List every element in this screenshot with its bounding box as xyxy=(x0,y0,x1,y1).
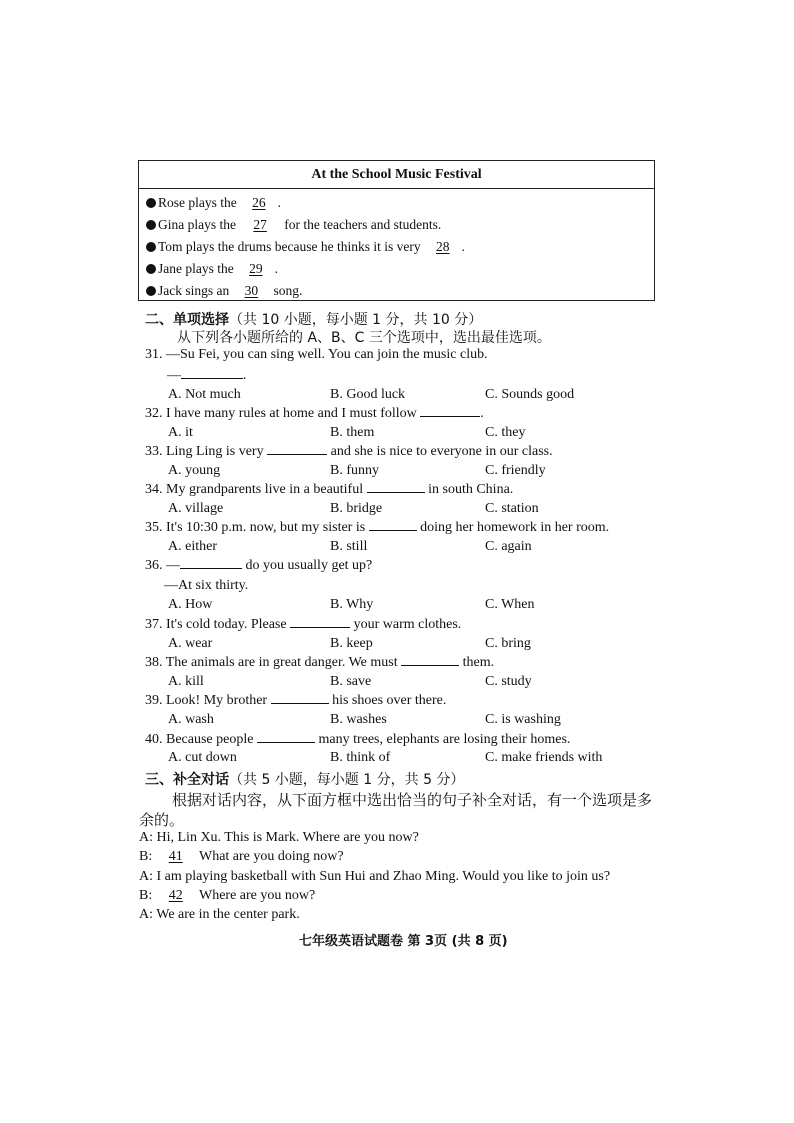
blank-number: 41 xyxy=(168,849,183,864)
option-a: A. cut down xyxy=(168,750,237,765)
dialogue-line-3 xyxy=(139,869,610,885)
question-40 xyxy=(145,732,570,748)
box-line-4 xyxy=(146,261,278,277)
speaker-label: B: xyxy=(139,888,153,903)
answer-blank xyxy=(369,520,417,531)
section3-instruction-1: 根据对话内容，从下面方框中选出恰当的句子补全对话，有一个选项是多 xyxy=(172,791,653,809)
section3-heading xyxy=(145,769,464,789)
option-a: A. wash xyxy=(168,712,214,727)
option-a: A. either xyxy=(168,539,217,554)
question-32: 32. I have many rules at home and I must follow . xyxy=(145,406,484,421)
dialogue-text: I am playing basketball with Sun Hui and Zhao Ming. Would you like to join us? xyxy=(156,869,611,884)
box-line-text: Rose plays the xyxy=(158,195,237,210)
option-a: A. How xyxy=(168,597,213,612)
option-c: C. make friends with xyxy=(485,750,603,765)
box-line-text: Jane plays the xyxy=(158,261,234,276)
question-text: 32. I have many rules at home and I must follow xyxy=(145,406,417,421)
option-a: A. young xyxy=(168,463,221,478)
speaker-label: A: xyxy=(139,907,153,922)
dialogue-text: Where are you now? xyxy=(198,888,316,903)
dialogue-line-4 xyxy=(139,888,315,904)
answer-blank xyxy=(267,444,327,455)
box-title: At the School Music Festival xyxy=(139,161,654,189)
question-36-response: —At six thirty. xyxy=(164,578,249,593)
section2-heading xyxy=(145,309,482,329)
option-c: C. station xyxy=(485,501,539,516)
speaker-label: A: xyxy=(139,869,153,884)
question-text: 33. Ling Ling is very xyxy=(145,444,264,459)
section3-title: 三、补全对话 xyxy=(145,772,229,788)
option-a: A. Not much xyxy=(168,387,241,402)
box-line-2 xyxy=(146,217,441,233)
answer-blank xyxy=(401,655,459,666)
option-c: C. is washing xyxy=(485,712,561,727)
question-36 xyxy=(145,558,372,574)
question-39 xyxy=(145,693,446,709)
option-c: C. they xyxy=(485,425,526,440)
section2-instruction: 从下列各小题所给的 A、B、C 三个选项中，选出最佳选项。 xyxy=(177,330,551,346)
answer-blank xyxy=(181,368,243,379)
box-line-post: . xyxy=(461,239,465,254)
option-b: B. save xyxy=(330,674,372,689)
question-31-response: — . xyxy=(167,368,247,383)
question-text-post: many trees, elephants are losing their homes. xyxy=(318,732,571,747)
blank-number: 26 xyxy=(252,195,266,210)
page-footer: 七年级英语试题卷 第 3页 (共 8 页) xyxy=(299,934,508,949)
answer-blank xyxy=(367,482,425,493)
box-line-text: Jack sings an xyxy=(158,283,230,298)
question-31: 31. —Su Fei, you can sing well. You can join the music club. xyxy=(145,347,488,362)
option-b: B. still xyxy=(330,539,368,554)
box-line-text: Gina plays the xyxy=(158,217,236,232)
option-b: B. funny xyxy=(330,463,379,478)
bullet-icon xyxy=(146,286,156,296)
option-b: B. them xyxy=(330,425,375,440)
option-a: A. kill xyxy=(168,674,204,689)
answer-blank xyxy=(290,617,350,628)
answer-blank xyxy=(420,406,480,417)
option-b: B. think of xyxy=(330,750,391,765)
question-text: 40. Because people xyxy=(145,732,254,747)
blank-number: 42 xyxy=(168,888,183,903)
option-b: B. washes xyxy=(330,712,387,727)
question-text-post: and she is nice to everyone in our class. xyxy=(330,444,553,459)
dialogue-text: We are in the center park. xyxy=(156,907,300,922)
option-c: C. study xyxy=(485,674,532,689)
question-text-post: his shoes over there. xyxy=(332,693,447,708)
bullet-icon xyxy=(146,220,156,230)
option-a: A. wear xyxy=(168,636,213,651)
section2-note: （共 10 小题，每小题 1 分，共 10 分） xyxy=(229,312,483,328)
dialogue-line-2 xyxy=(139,849,344,865)
option-c: C. bring xyxy=(485,636,531,651)
option-b: B. Why xyxy=(330,597,374,612)
bullet-icon xyxy=(146,242,156,252)
option-c: C. friendly xyxy=(485,463,546,478)
dash: — xyxy=(167,368,181,383)
answer-blank xyxy=(257,732,315,743)
blank-number: 29 xyxy=(249,261,263,276)
question-text: 37. It's cold today. Please xyxy=(145,617,287,632)
question-text: 34. My grandparents live in a beautiful xyxy=(145,482,364,497)
question-text: 36. — xyxy=(145,558,180,573)
question-text-post: them. xyxy=(462,655,495,670)
question-37 xyxy=(145,617,461,633)
speaker-label: B: xyxy=(139,849,153,864)
option-b: B. Good luck xyxy=(330,387,406,402)
question-34 xyxy=(145,482,513,498)
option-c: C. Sounds good xyxy=(485,387,575,402)
dialogue-text: What are you doing now? xyxy=(198,849,344,864)
option-c: C. again xyxy=(485,539,532,554)
section3-instruction-2: 余的。 xyxy=(139,811,185,829)
option-a: A. it xyxy=(168,425,193,440)
question-text-post: your warm clothes. xyxy=(353,617,462,632)
question-33 xyxy=(145,444,553,460)
question-text-post: doing her homework in her room. xyxy=(420,520,610,535)
box-line-5 xyxy=(146,283,302,299)
answer-blank xyxy=(180,558,242,569)
option-b: B. keep xyxy=(330,636,373,651)
dialogue-text: Hi, Lin Xu. This is Mark. Where are you now? xyxy=(156,830,419,845)
dialogue-line-5 xyxy=(139,907,300,923)
dialogue-line-1 xyxy=(139,830,419,846)
question-35 xyxy=(145,520,609,536)
bullet-icon xyxy=(146,198,156,208)
box-line-1 xyxy=(146,195,281,211)
bullet-icon xyxy=(146,264,156,274)
question-text: 38. The animals are in great danger. We must xyxy=(145,655,398,670)
box-line-text: Tom plays the drums because he thinks it is very xyxy=(158,239,421,254)
box-line-3 xyxy=(146,239,465,255)
blank-number: 27 xyxy=(253,217,267,232)
question-text-post: in south China. xyxy=(428,482,514,497)
option-a: A. village xyxy=(168,501,224,516)
blank-number: 30 xyxy=(244,283,259,298)
section3-note: （共 5 小题，每小题 1 分，共 5 分） xyxy=(229,772,465,788)
option-c: C. When xyxy=(485,597,535,612)
section2-title: 二、单项选择 xyxy=(145,312,229,328)
question-text: 39. Look! My brother xyxy=(145,693,268,708)
question-text-post: do you usually get up? xyxy=(245,558,373,573)
question-38 xyxy=(145,655,494,671)
blank-number: 28 xyxy=(436,239,450,254)
speaker-label: A: xyxy=(139,830,153,845)
box-line-post: for the teachers and students. xyxy=(284,217,442,232)
question-text: 35. It's 10:30 p.m. now, but my sister is xyxy=(145,520,366,535)
box-line-post: song. xyxy=(273,283,303,298)
box-line-post: . xyxy=(274,261,278,276)
answer-blank xyxy=(271,693,329,704)
option-b: B. bridge xyxy=(330,501,383,516)
box-line-post: . xyxy=(277,195,281,210)
